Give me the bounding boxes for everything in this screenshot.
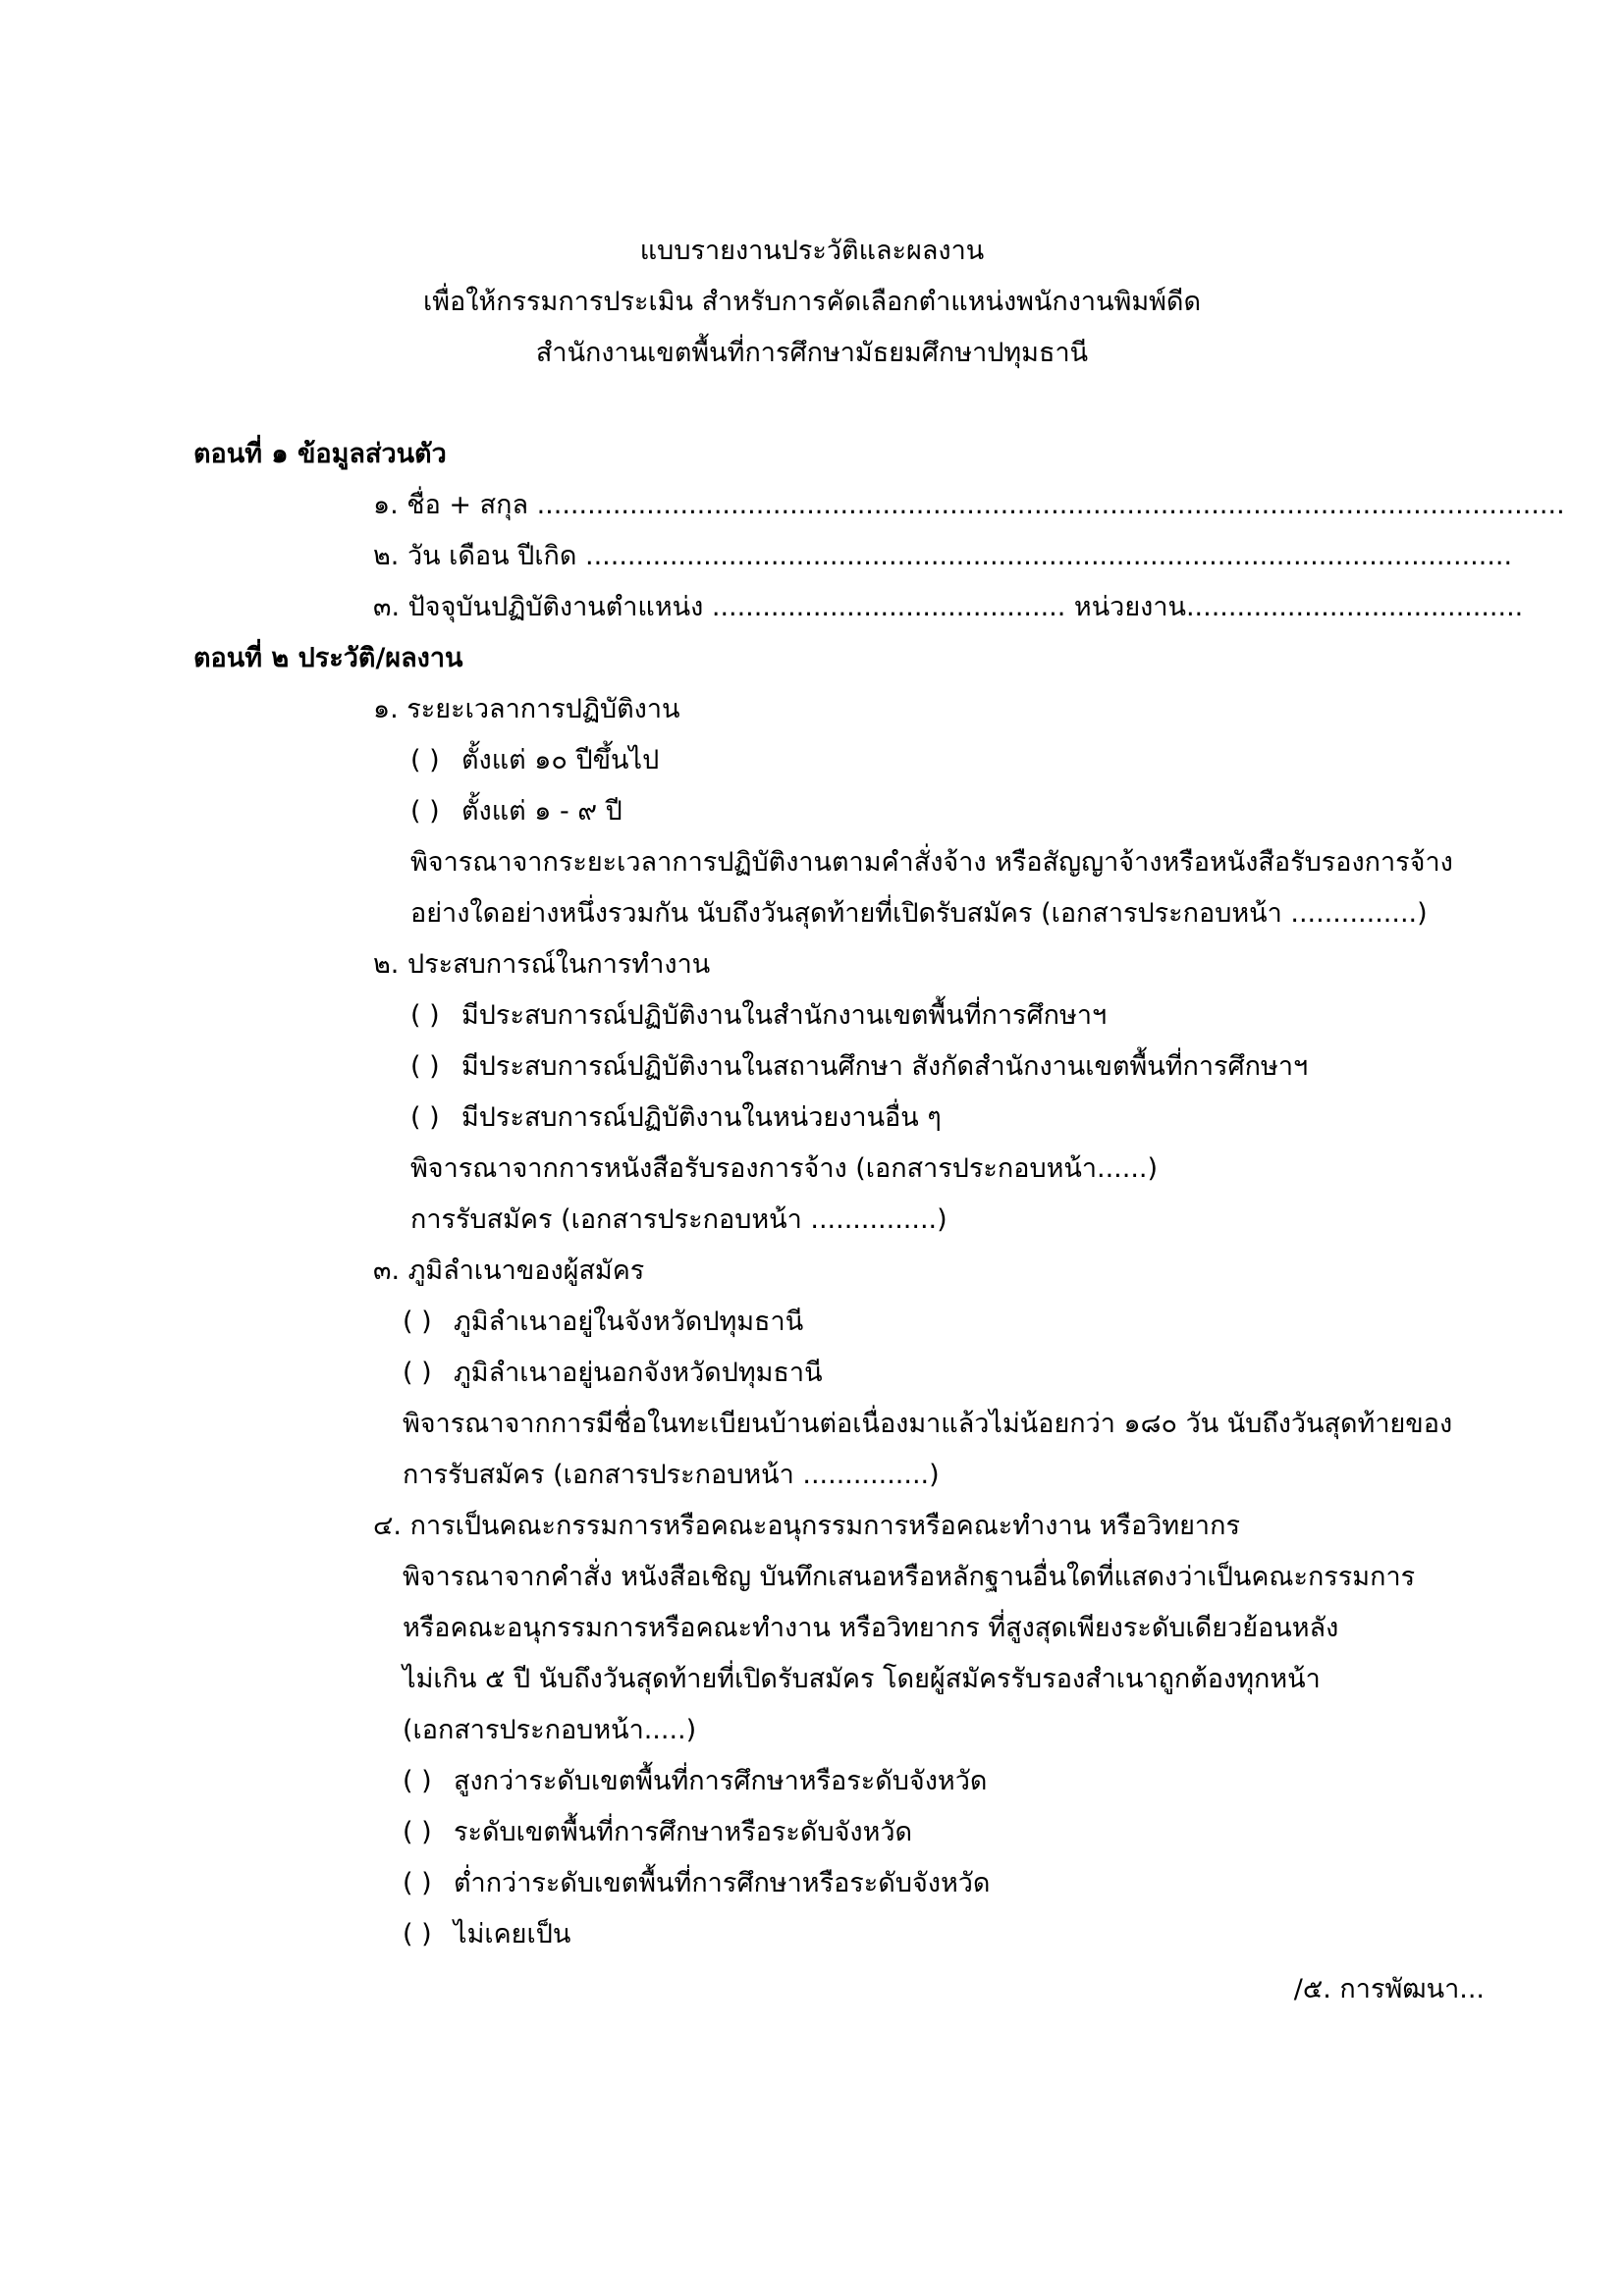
- s2-note-1: พิจารณาจากการหนังสือรับรองการจ้าง (เอกสารประกอบหน้า......): [410, 1153, 1159, 1184]
- field-position: ๓. ปัจจุบันปฏิบัติงานตำแหน่ง .......................................... หน่วยงาน........................................: [373, 592, 1524, 622]
- checkbox[interactable]: ( ): [403, 1766, 432, 1796]
- s1-note-2: อย่างใดอย่างหนึ่งรวมกัน นับถึงวันสุดท้ายที่เปิดรับสมัคร (เอกสารประกอบหน้า ...............): [410, 898, 1428, 929]
- s1-note-1: พิจารณาจากระยะเวลาการปฏิบัติงานตามคำสั่งจ้าง หรือสัญญาจ้างหรือหนังสือรับรองการจ้าง: [410, 847, 1453, 878]
- title-line-3: สำนักงานเขตพื้นที่การศึกษามัธยมศึกษาปทุมธานี: [535, 338, 1089, 368]
- s2-option-3: [410, 1100, 942, 1136]
- option-label: ภูมิลำเนาอยู่ในจังหวัดปทุมธานี: [454, 1307, 804, 1337]
- s2-title: ๒. ประสบการณ์ในการทำงาน: [373, 949, 711, 980]
- s1-title: ๑. ระยะเวลาการปฏิบัติงาน: [373, 694, 680, 724]
- title-line-1: แบบรายงานประวัติและผลงาน: [639, 236, 985, 266]
- option-label: ภูมิลำเนาอยู่นอกจังหวัดปทุมธานี: [454, 1358, 823, 1388]
- part2-heading: ตอนที่ ๒ ประวัติ/ผลงาน: [193, 643, 463, 673]
- s4-option-2: [403, 1815, 912, 1850]
- s4-note-4: (เอกสารประกอบหน้า.....): [403, 1715, 697, 1745]
- field-birthdate: ๒. วัน เดือน ปีเกิด ..............................................................................................................: [373, 541, 1513, 571]
- title-line-2: เพื่อให้กรรมการประเมิน สำหรับการคัดเลือกตำแหน่งพนักงานพิมพ์ดีด: [422, 287, 1202, 317]
- checkbox[interactable]: ( ): [410, 1000, 440, 1031]
- s4-title: ๔. การเป็นคณะกรรมการหรือคณะอนุกรรมการหรือคณะทำงาน หรือวิทยากร: [373, 1511, 1240, 1541]
- s3-title: ๓. ภูมิลำเนาของผู้สมัคร: [373, 1255, 645, 1286]
- s3-option-1: [403, 1305, 803, 1340]
- field-name: ๑. ชื่อ + สกุล ..........................................................................................................................: [373, 490, 1565, 520]
- part1-heading: ตอนที่ ๑ ข้อมูลส่วนตัว: [193, 439, 447, 469]
- option-label: มีประสบการณ์ปฏิบัติงานในสำนักงานเขตพื้นที่การศึกษาฯ: [461, 1000, 1108, 1031]
- checkbox[interactable]: ( ): [410, 1102, 440, 1133]
- checkbox[interactable]: ( ): [403, 1817, 432, 1847]
- option-label: ระดับเขตพื้นที่การศึกษาหรือระดับจังหวัด: [454, 1817, 913, 1847]
- s4-option-1: [403, 1764, 987, 1799]
- s2-option-2: [410, 1049, 1308, 1085]
- checkbox[interactable]: ( ): [410, 796, 440, 827]
- option-label: ตั้งแต่ ๑๐ ปีขึ้นไป: [461, 745, 660, 775]
- option-label: ตั้งแต่ ๑ - ๙ ปี: [461, 796, 623, 827]
- checkbox[interactable]: ( ): [403, 1307, 432, 1337]
- s4-option-3: [403, 1866, 990, 1901]
- s4-note-2: หรือคณะอนุกรรมการหรือคณะทำงาน หรือวิทยากร ที่สูงสุดเพียงระดับเดียวย้อนหลัง: [403, 1613, 1339, 1643]
- s1-option-2: [410, 794, 623, 829]
- s3-option-2: [403, 1356, 823, 1391]
- s2-option-1: [410, 998, 1107, 1034]
- page-continuation: /๕. การพัฒนา...: [1293, 1974, 1485, 2004]
- s3-note-1: พิจารณาจากการมีชื่อในทะเบียนบ้านต่อเนื่องมาแล้วไม่น้อยกว่า ๑๘๐ วัน นับถึงวันสุดท้ายของ: [403, 1409, 1453, 1439]
- option-label: มีประสบการณ์ปฏิบัติงานในสถานศึกษา สังกัดสำนักงานเขตพื้นที่การศึกษาฯ: [461, 1051, 1309, 1082]
- option-label: ไม่เคยเป็น: [454, 1919, 571, 1949]
- s3-note-2: การรับสมัคร (เอกสารประกอบหน้า ...............): [403, 1460, 940, 1490]
- checkbox[interactable]: ( ): [403, 1868, 432, 1898]
- checkbox[interactable]: ( ): [403, 1358, 432, 1388]
- s2-note-2: การรับสมัคร (เอกสารประกอบหน้า ...............): [410, 1204, 947, 1235]
- option-label: มีประสบการณ์ปฏิบัติงานในหน่วยงานอื่น ๆ: [461, 1102, 942, 1133]
- checkbox[interactable]: ( ): [403, 1919, 432, 1949]
- s1-option-1: [410, 743, 659, 778]
- checkbox[interactable]: ( ): [410, 1051, 440, 1082]
- option-label: ต่ำกว่าระดับเขตพื้นที่การศึกษาหรือระดับจังหวัด: [454, 1868, 991, 1898]
- s4-option-4: [403, 1917, 570, 1952]
- s4-note-3: ไม่เกิน ๕ ปี นับถึงวันสุดท้ายที่เปิดรับสมัคร โดยผู้สมัครรับรองสำเนาถูกต้องทุกหน้า: [403, 1664, 1321, 1694]
- option-label: สูงกว่าระดับเขตพื้นที่การศึกษาหรือระดับจังหวัด: [454, 1766, 988, 1796]
- checkbox[interactable]: ( ): [410, 745, 440, 775]
- s4-note-1: พิจารณาจากคำสั่ง หนังสือเชิญ บันทึกเสนอหรือหลักฐานอื่นใดที่แสดงว่าเป็นคณะกรรมการ: [403, 1562, 1416, 1592]
